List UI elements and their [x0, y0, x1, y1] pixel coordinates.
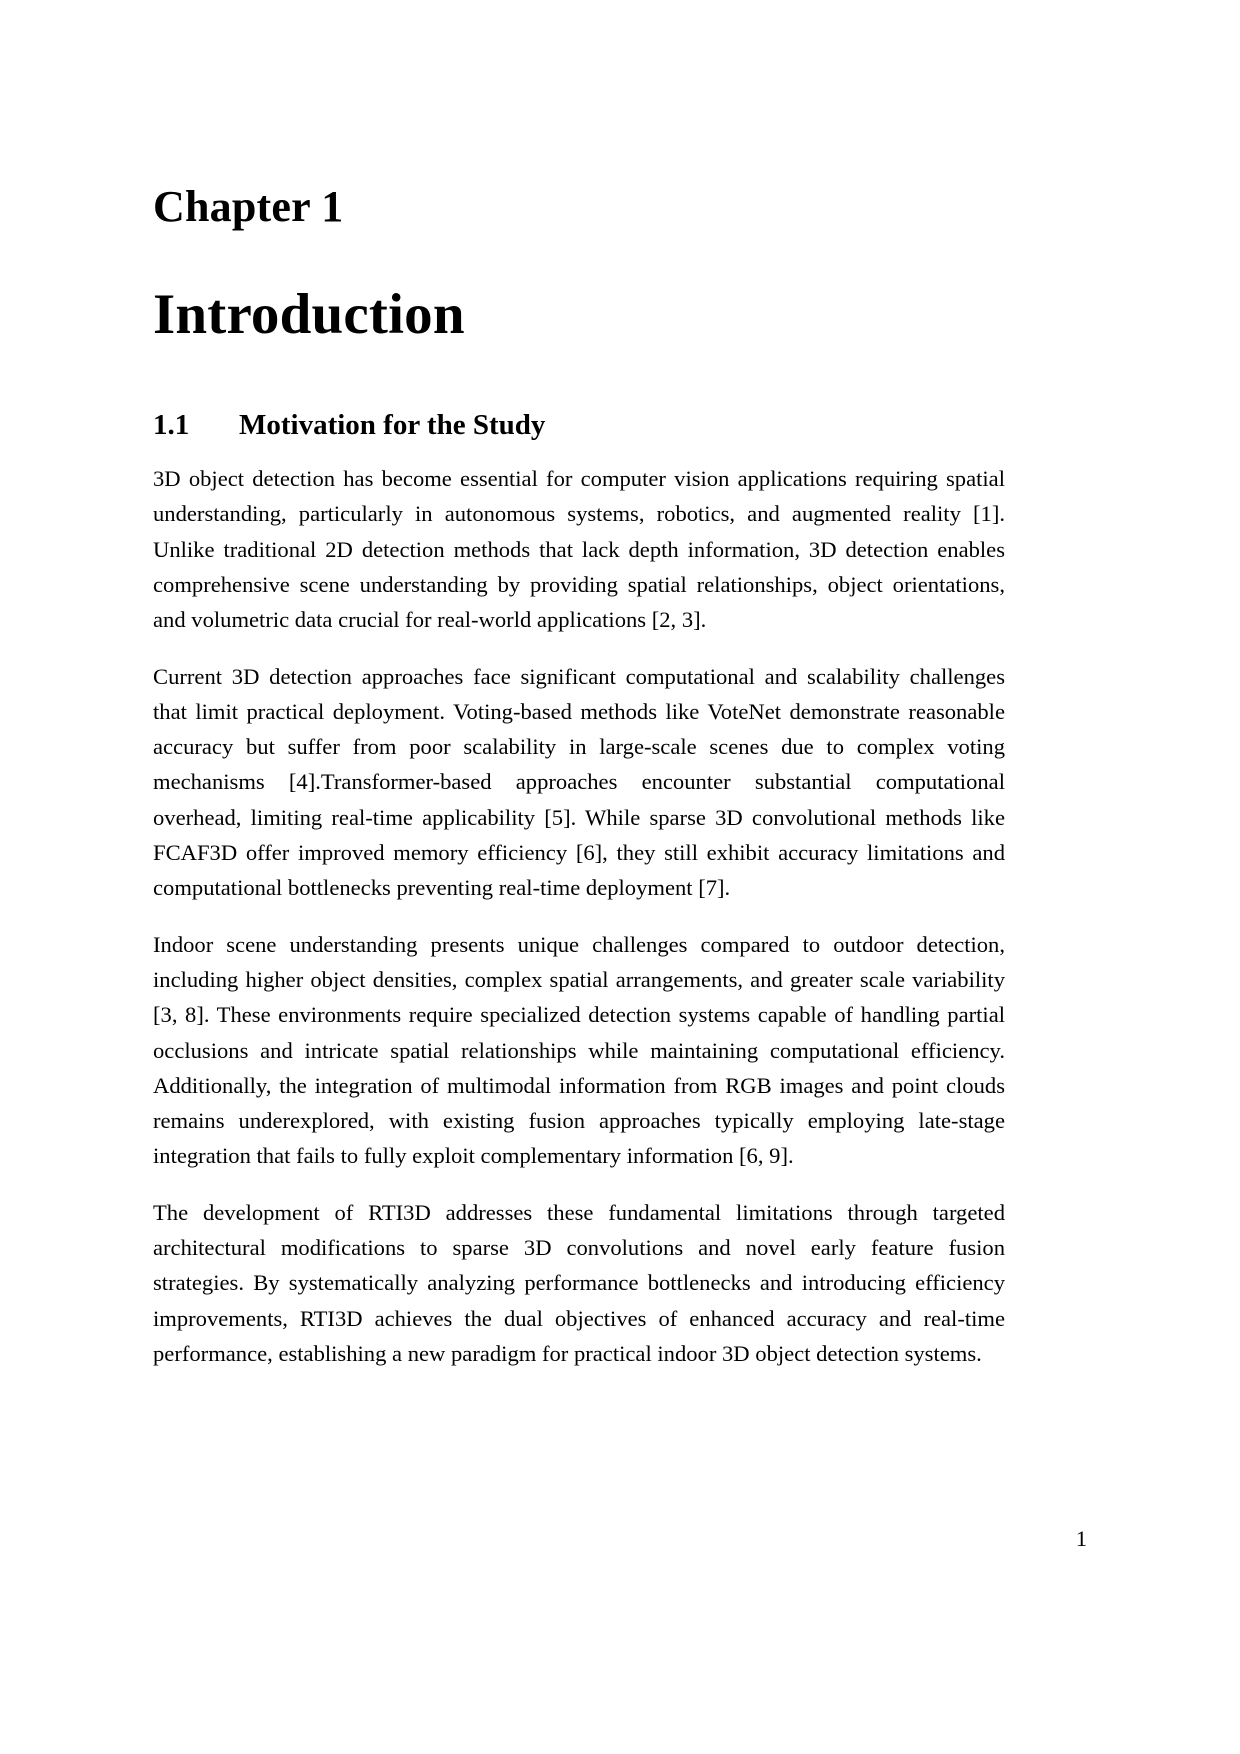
paragraph-motivation-3: Indoor scene understanding presents unique challenges compared to outdoor detection, including higher object densities, complex spatial arrangements, and greater scale variability [3, 8]. These environments require specialized detection systems capable of handling partial occlusions and intricate spatial relationships while maintaining computational efficiency. Additionally, the integration of multimodal information from RGB images and point clouds remains underexplored, with existing fusion approaches typically employing late-stage integration that fails to fully exploit complementary information [6, 9].: [153, 931, 1005, 1169]
page-content: [153, 0, 1005, 1371]
section-number: 1.1: [153, 409, 190, 442]
chapter-title: Introduction: [153, 283, 465, 347]
paragraph-motivation-2: Current 3D detection approaches face significant computational and scalability challenges that limit practical deployment. Voting-based methods like VoteNet demonstrate reasonable accuracy but suffer from poor scalability in large-scale scenes due to complex voting mechanisms [4].Transformer-based approaches encounter substantial computational overhead, limiting real-time applicability [5]. While sparse 3D convolutional methods like FCAF3D offer improved memory efficiency [6], they still exhibit accuracy limitations and computational bottlenecks preventing real-time deployment [7].: [153, 663, 1005, 901]
chapter-number: Chapter 1: [153, 182, 344, 231]
section-title: Motivation for the Study: [239, 409, 546, 442]
paragraph-motivation-4: The development of RTI3D addresses these fundamental limitations through targeted architectural modifications to sparse 3D convolutions and novel early feature fusion strategies. By systematically analyzing performance bottlenecks and introducing efficiency improvements, RTI3D achieves the dual objectives of enhanced accuracy and real-time performance, establishing a new paradigm for practical indoor 3D object detection systems.: [153, 1199, 1005, 1366]
section-heading: [153, 347, 1005, 442]
paragraph-motivation-1: 3D object detection has become essential for computer vision applications requiring spatial understanding, particularly in autonomous systems, robotics, and augmented reality [1]. Unlike traditional 2D detection methods that lack depth information, 3D detection enables comprehensive scene understanding by providing spatial relationships, object orientations, and volumetric data crucial for real-world applications [2, 3].: [153, 466, 1005, 633]
page-number: 1: [1075, 1526, 1087, 1552]
